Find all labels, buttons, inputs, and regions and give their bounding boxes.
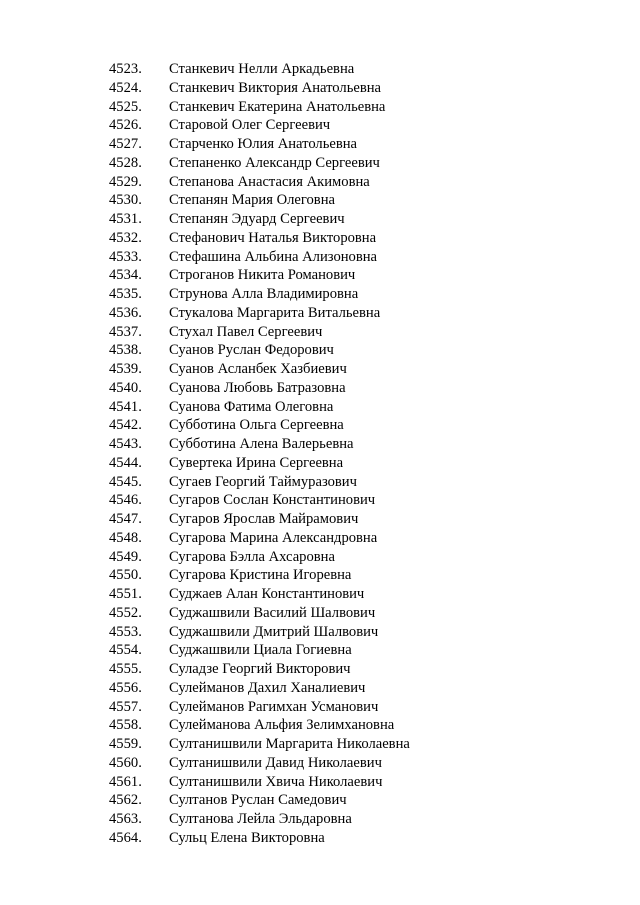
entry-full-name: Сугарова Марина Александровна (169, 529, 378, 546)
list-item (109, 360, 410, 379)
entry-number: 4523. (109, 61, 142, 77)
entry-full-name: Султанишвили Маргарита Николаевна (169, 736, 410, 752)
list-item (109, 529, 410, 548)
list-item (109, 585, 410, 604)
entry-number: 4553. (109, 623, 142, 640)
list-item (109, 98, 410, 117)
entry-number: 4529. (109, 173, 142, 190)
list-item (109, 716, 410, 735)
list-item (109, 510, 410, 529)
entry-full-name: Сульц Елена Викторовна (169, 829, 325, 846)
entry-number: 4549. (109, 548, 142, 565)
entry-number: 4548. (109, 529, 142, 546)
entry-full-name: Субботина Алена Валерьевна (169, 436, 354, 452)
list-item (109, 191, 410, 210)
list-item (109, 773, 410, 792)
list-item (109, 173, 410, 192)
entry-full-name: Суанов Руслан Федорович (169, 342, 334, 359)
entry-full-name: Суджаев Алан Константинович (169, 586, 365, 602)
entry-number: 4544. (109, 454, 142, 471)
list-item (109, 154, 410, 173)
entry-full-name: Станкевич Екатерина Анатольевна (169, 98, 386, 115)
entry-full-name: Сувертека Ирина Сергеевна (169, 454, 344, 471)
entry-number: 4547. (109, 511, 142, 527)
entry-number: 4531. (109, 211, 142, 227)
name-list (109, 60, 410, 848)
entry-number: 4539. (109, 361, 142, 377)
entry-full-name: Суджашвили Василий Шалвович (169, 604, 376, 621)
entry-number: 4543. (109, 436, 142, 452)
list-item (109, 323, 410, 342)
entry-number: 4533. (109, 248, 142, 265)
entry-full-name: Стефашина Альбина Ализоновна (169, 248, 378, 265)
list-item (109, 679, 410, 698)
entry-full-name: Суджашвили Дмитрий Шалвович (169, 623, 379, 640)
list-item (109, 735, 410, 754)
entry-full-name: Султанов Руслан Самедович (169, 792, 347, 809)
entry-number: 4558. (109, 717, 142, 734)
entry-full-name: Султанова Лейла Эльдаровна (169, 811, 352, 827)
entry-number: 4536. (109, 304, 142, 321)
list-item (109, 435, 410, 454)
entry-full-name: Суанов Асланбек Хазбиевич (169, 361, 347, 377)
entry-number: 4550. (109, 567, 142, 584)
entry-number: 4540. (109, 379, 142, 396)
list-item (109, 60, 410, 79)
list-item (109, 566, 410, 585)
entry-full-name: Сулейманов Дахил Ханалиевич (169, 679, 366, 696)
entry-number: 4527. (109, 136, 142, 152)
list-item (109, 116, 410, 135)
list-item (109, 210, 410, 229)
entry-number: 4562. (109, 792, 142, 809)
entry-full-name: Суладзе Георгий Викторович (169, 661, 351, 677)
entry-full-name: Сугарова Бэлла Ахсаровна (169, 548, 335, 565)
list-item (109, 341, 410, 360)
list-item (109, 604, 410, 623)
entry-number: 4554. (109, 642, 142, 659)
entry-full-name: Степанян Эдуард Сергеевич (169, 211, 345, 227)
entry-full-name: Суанова Любовь Батразовна (169, 379, 346, 396)
entry-full-name: Султанишвили Хвича Николаевич (169, 773, 383, 790)
list-item (109, 623, 410, 642)
entry-full-name: Степанян Мария Олеговна (169, 192, 335, 209)
entry-number: 4555. (109, 661, 142, 677)
entry-full-name: Сугаев Георгий Таймуразович (169, 473, 357, 490)
entry-number: 4526. (109, 117, 142, 134)
entry-full-name: Субботина Ольга Сергеевна (169, 417, 344, 434)
entry-full-name: Струнова Алла Владимировна (169, 286, 359, 302)
list-item (109, 379, 410, 398)
entry-number: 4559. (109, 736, 142, 752)
entry-number: 4528. (109, 154, 142, 171)
entry-number: 4535. (109, 286, 142, 302)
entry-full-name: Сугаров Ярослав Майрамович (169, 511, 359, 527)
entry-number: 4542. (109, 417, 142, 434)
list-item (109, 248, 410, 267)
entry-number: 4538. (109, 342, 142, 359)
entry-full-name: Станкевич Нелли Аркадьевна (169, 61, 355, 77)
entry-number: 4551. (109, 586, 142, 602)
entry-full-name: Старовой Олег Сергеевич (169, 117, 331, 134)
list-item (109, 266, 410, 285)
list-item (109, 398, 410, 417)
entry-number: 4534. (109, 267, 142, 284)
entry-full-name: Суанова Фатима Олеговна (169, 398, 334, 415)
list-item (109, 810, 410, 829)
list-item (109, 491, 410, 510)
entry-number: 4557. (109, 698, 142, 715)
entry-number: 4532. (109, 229, 142, 246)
entry-full-name: Стукалова Маргарита Витальевна (169, 304, 381, 321)
entry-full-name: Старченко Юлия Анатольевна (169, 136, 358, 152)
list-item (109, 473, 410, 492)
list-item (109, 229, 410, 248)
list-item (109, 135, 410, 154)
list-item (109, 754, 410, 773)
entry-number: 4556. (109, 679, 142, 696)
entry-full-name: Стефанович Наталья Викторовна (169, 229, 377, 246)
entry-full-name: Станкевич Виктория Анатольевна (169, 79, 382, 96)
entry-full-name: Стухал Павел Сергеевич (169, 323, 323, 340)
entry-number: 4545. (109, 473, 142, 490)
list-item (109, 454, 410, 473)
list-item (109, 641, 410, 660)
list-item (109, 416, 410, 435)
entry-full-name: Сугаров Сослан Константинович (169, 492, 376, 509)
list-item (109, 829, 410, 848)
list-item (109, 304, 410, 323)
list-item (109, 698, 410, 717)
entry-full-name: Сулейманов Рагимхан Усманович (169, 698, 379, 715)
entry-number: 4546. (109, 492, 142, 509)
list-item (109, 548, 410, 567)
entry-number: 4564. (109, 829, 142, 846)
list-item (109, 791, 410, 810)
entry-number: 4530. (109, 192, 142, 209)
entry-full-name: Сугарова Кристина Игоревна (169, 567, 352, 584)
entry-full-name: Султанишвили Давид Николаевич (169, 754, 382, 771)
entry-number: 4524. (109, 79, 142, 96)
entry-number: 4541. (109, 398, 142, 415)
list-item (109, 285, 410, 304)
entry-full-name: Суджашвили Циала Гогиевна (169, 642, 352, 659)
entry-number: 4563. (109, 811, 142, 827)
entry-full-name: Степаненко Александр Сергеевич (169, 154, 380, 171)
entry-full-name: Строганов Никита Романович (169, 267, 356, 284)
entry-full-name: Сулейманова Альфия Зелимхановна (169, 717, 395, 734)
entry-full-name: Степанова Анастасия Акимовна (169, 173, 370, 190)
entry-number: 4525. (109, 98, 142, 115)
list-item (109, 660, 410, 679)
list-item (109, 79, 410, 98)
entry-number: 4561. (109, 773, 142, 790)
entry-number: 4537. (109, 323, 142, 340)
entry-number: 4560. (109, 754, 142, 771)
entry-number: 4552. (109, 604, 142, 621)
